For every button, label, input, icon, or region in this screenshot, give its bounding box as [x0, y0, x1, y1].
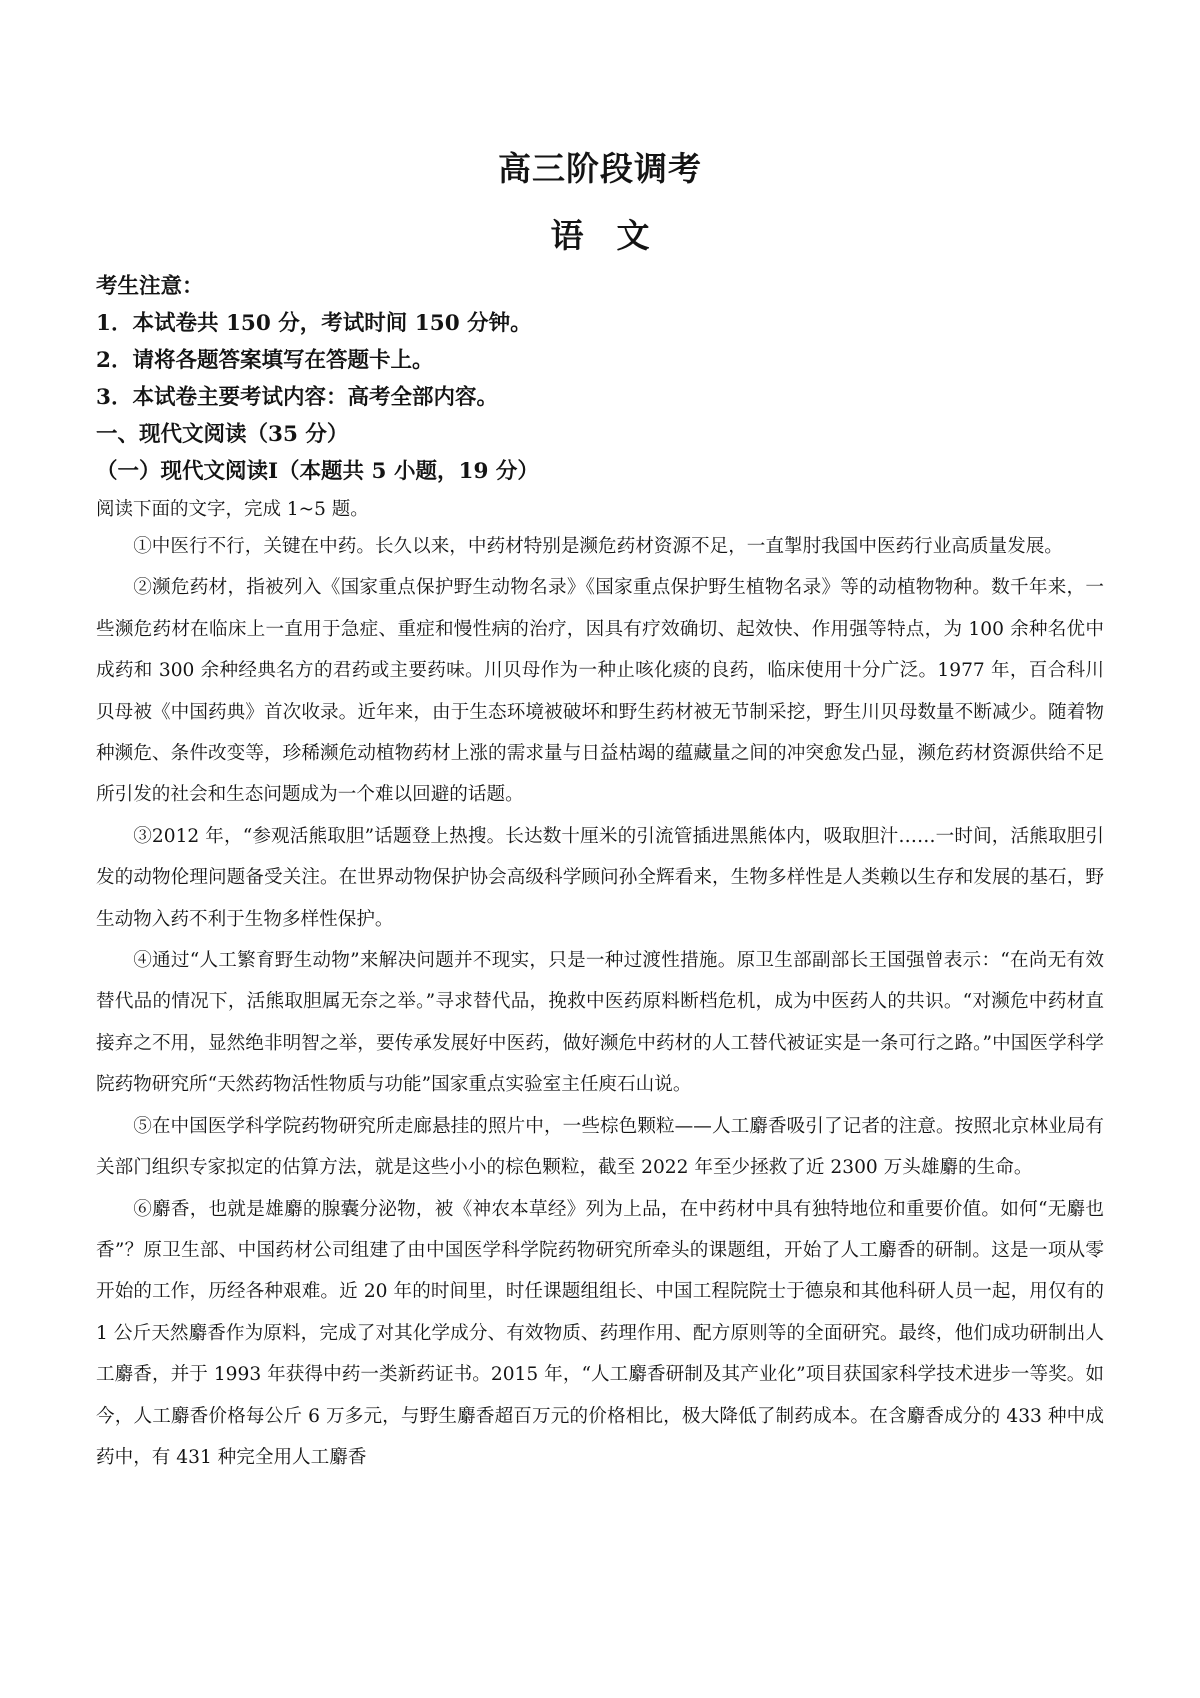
- notice-item: 3．本试卷主要考试内容：高考全部内容。: [96, 385, 498, 410]
- passage-paragraph: ③2012 年，“参观活熊取胆”话题登上热搜。长达数十厘米的引流管插进黑熊体内，吸取胆汁……一时间，活熊取胆引发的动物伦理问题备受关注。在世界动物保护协会高级科学顾问孙全辉看来，生物多样性是人类赖以生存和发展的基石，野生动物入药不利于生物多样性保护。: [96, 825, 1104, 930]
- notice-item: 2．请将各题答案填写在答题卡上。: [96, 348, 434, 373]
- instruction-text: 阅读下面的文字，完成 1~5 题。: [96, 499, 369, 520]
- part-heading: 一、现代文阅读（35 分）: [96, 422, 349, 447]
- sub-heading: （一）现代文阅读Ⅰ（本题共 5 小题，19 分）: [96, 459, 539, 484]
- passage-paragraph: ⑥麝香，也就是雄麝的腺囊分泌物，被《神农本草经》列为上品，在中药材中具有独特地位和重要价值。如何“无麝也香”？原卫生部、中国药材公司组建了由中国医学科学院药物研究所牵头的课题组，开始了人工麝香的研制。这是一项从零开始的工作，历经各种艰难。近 20 年的时间里，时任课题组组长、中国工程院院士于德泉和其他科研人员一起，用仅有的 1 公斤天然麝香作为原料，完成了对其化学成分、有效物质、药理作用、配方原则等的全面研究。最终，他们成功研制出人工麝香，并于 1993 年获得中药一类新药证书。2015 年，“人工麝香研制及其产业化”项目获国家科学技术进步一等奖。如今，人工麝香价格每公斤 6 万多元，与野生麝香超百万元的价格相比，极大降低了制药成本。在含麝香成分的 433 种中成药中，有 431 种完全用人工麝香: [96, 1198, 1104, 1468]
- passage-paragraph: ①中医行不行，关键在中药。长久以来，中药材特别是濒危药材资源不足，一直掣肘我国中医药行业高质量发展。: [133, 536, 1063, 557]
- passage-paragraph: ④通过“人工繁育野生动物”来解决问题并不现实，只是一种过渡性措施。原卫生部副部长王国强曾表示：“在尚无有效替代品的情况下，活熊取胆属无奈之举。”寻求替代品，挽救中医药原料断档危机，成为中医药人的共识。“对濒危中药材直接弃之不用，显然绝非明智之举，要传承发展好中医药，做好濒危中药材的人工替代被证实是一条可行之路。”中国医学科学院药物研究所“天然药物活性物质与功能”国家重点实验室主任庾石山说。: [96, 950, 1104, 1096]
- candidate-notice: [96, 268, 1104, 416]
- subject-title: 语 文: [550, 216, 650, 255]
- notice-item: 1．本试卷共 150 分，考试时间 150 分钟。: [96, 311, 532, 336]
- passage-paragraph: ⑤在中国医学科学院药物研究所走廊悬挂的照片中，一些棕色颗粒——人工麝香吸引了记者的注意。按照北京林业局有关部门组织专家拟定的估算方法，就是这些小小的棕色颗粒，截至 2022 年至少拯救了近 2300 万头雄麝的生命。: [96, 1115, 1104, 1179]
- passage-paragraph: ②濒危药材，指被列入《国家重点保护野生动物名录》《国家重点保护野生植物名录》等的动植物物种。数千年来，一些濒危药材在临床上一直用于急症、重症和慢性病的治疗，因具有疗效确切、起效快、作用强等特点，为 100 余种名优中成药和 300 余种经典名方的君药或主要药味。川贝母作为一种止咳化痰的良药，临床使用十分广泛。1977 年，百合科川贝母被《中国药典》首次收录。近年来，由于生态环境被破坏和野生药材被无节制采挖，野生川贝母数量不断减少。随着物种濒危、条件改变等，珍稀濒危动植物药材上涨的需求量与日益枯竭的蕴藏量之间的冲突愈发凸显，濒危药材资源供给不足所引发的社会和生态问题成为一个难以回避的话题。: [96, 577, 1104, 806]
- reading-passage: [96, 526, 1104, 1478]
- notice-heading: 考生注意：: [96, 274, 204, 299]
- exam-title: 高三阶段调考: [498, 149, 702, 188]
